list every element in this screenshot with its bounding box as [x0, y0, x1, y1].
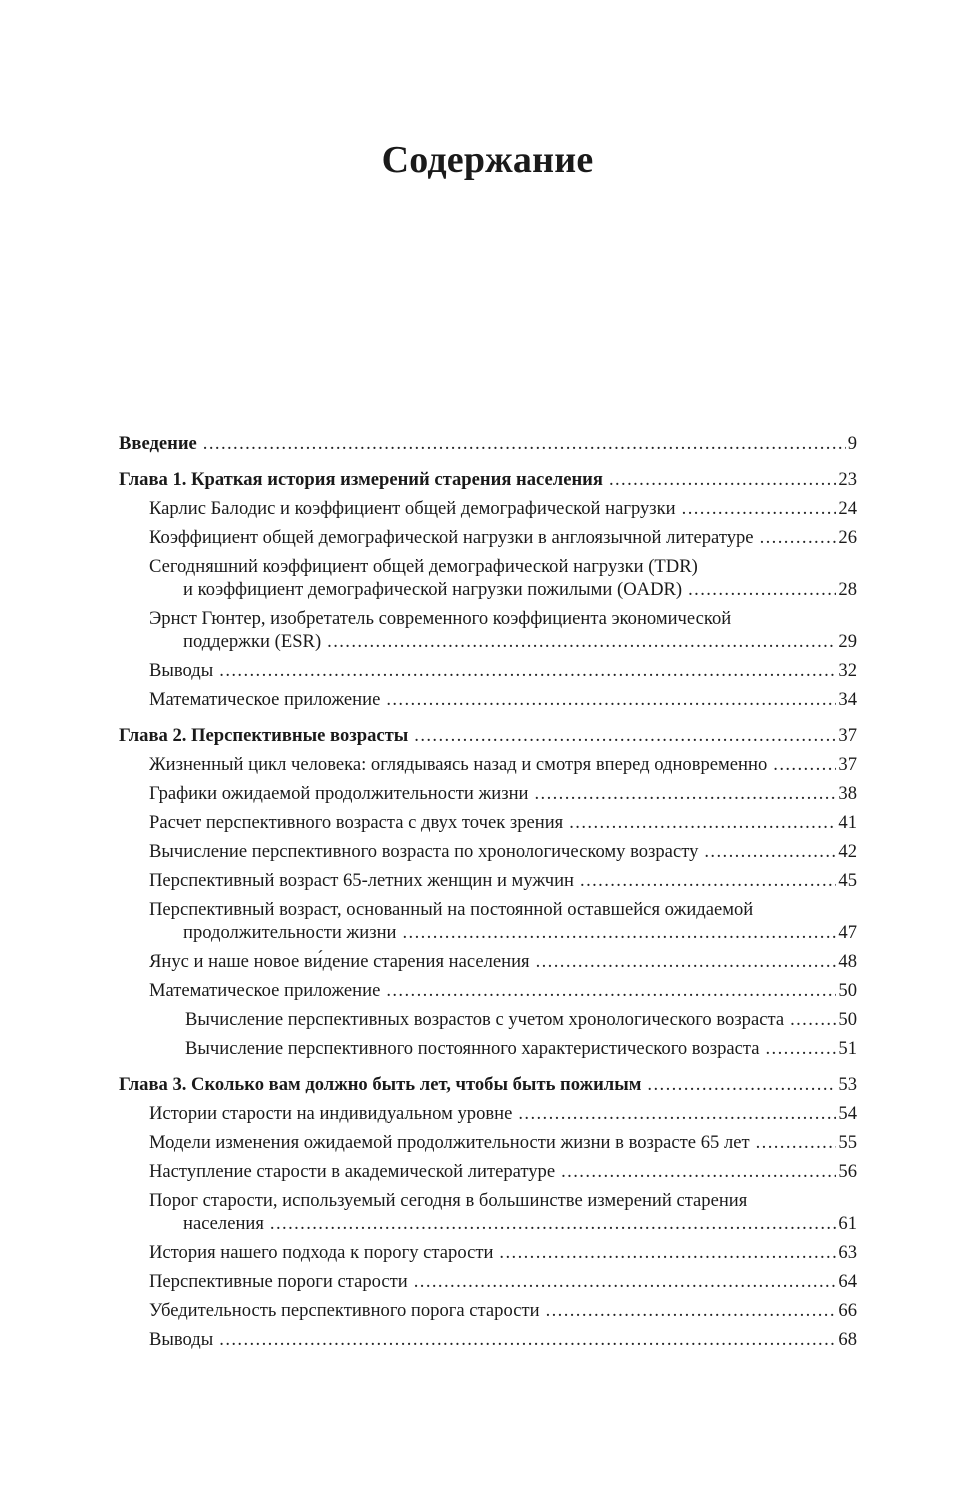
toc-entry-text: Введение — [119, 433, 197, 454]
toc-entry[interactable] — [119, 659, 857, 682]
toc-page-number: 34 — [838, 689, 857, 710]
toc-entry[interactable] — [119, 1299, 857, 1322]
toc-page-number: 66 — [838, 1300, 857, 1321]
toc-entry[interactable] — [119, 688, 857, 711]
dot-leader — [704, 840, 836, 863]
dot-leader — [682, 497, 837, 520]
toc-page-number: 28 — [838, 579, 857, 600]
dot-leader — [414, 1270, 837, 1293]
toc-entry[interactable] — [119, 1328, 857, 1351]
toc-page-number: 61 — [838, 1213, 857, 1234]
toc-page-number: 56 — [838, 1161, 857, 1182]
toc-entry-text: Перспективный возраст 65-летних женщин и мужчин — [149, 870, 575, 891]
dot-leader — [561, 1160, 836, 1183]
toc-entry[interactable] — [119, 1189, 857, 1235]
toc-page-number: 45 — [838, 870, 857, 891]
toc-entry[interactable] — [119, 950, 857, 973]
toc-entry[interactable] — [119, 555, 857, 601]
toc-page-number: 38 — [838, 783, 857, 804]
toc-entry-text-line1: Порог старости, используемый сегодня в большинстве измерений старения — [149, 1190, 748, 1211]
toc-entry[interactable] — [119, 1131, 857, 1154]
toc-entry-text: Жизненный цикл человека: оглядываясь назад и смотря вперед одновременно — [149, 754, 768, 775]
dot-leader — [536, 950, 837, 973]
toc-chapter-heading[interactable] — [119, 1073, 857, 1096]
toc-entry[interactable] — [119, 979, 857, 1002]
toc-page-number: 55 — [838, 1132, 857, 1153]
toc-entry-text: Математическое приложение — [149, 980, 381, 1001]
toc-entry-text: Графики ожидаемой продолжительности жизни — [149, 783, 529, 804]
toc-page-number: 41 — [838, 812, 857, 833]
toc-entry-text: Модели изменения ожидаемой продолжительности жизни в возрасте 65 лет — [149, 1132, 750, 1153]
dot-leader — [499, 1241, 836, 1264]
toc-page-number: 9 — [847, 433, 857, 454]
toc-entry-text: Вычисление перспективного возраста по хронологическому возрасту — [149, 841, 699, 862]
toc-page-number: 48 — [838, 951, 857, 972]
dot-leader — [647, 1073, 836, 1096]
toc-page-number: 50 — [838, 1009, 857, 1030]
toc-chapter-group — [119, 468, 857, 711]
toc-entry-text: Янус и наше новое ви́дение старения населения — [149, 951, 530, 972]
dot-leader — [386, 688, 836, 711]
toc-entry-text: Выводы — [149, 1329, 214, 1350]
toc-entry-text: населения — [183, 1213, 264, 1234]
dot-leader — [773, 753, 836, 776]
toc-chapter-heading[interactable] — [119, 724, 857, 747]
toc-chapter-group — [119, 432, 857, 455]
toc-entry-text: Вычисление перспективных возрастов с учетом хронологического возраста — [185, 1009, 785, 1030]
toc-entry-text-line1: Сегодняшний коэффициент общей демографической нагрузки (TDR) — [149, 556, 698, 577]
dot-leader — [327, 630, 836, 653]
toc-entry[interactable] — [119, 782, 857, 805]
toc-entry[interactable] — [119, 869, 857, 892]
toc-entry-text-line1: Эрнст Гюнтер, изобретатель современного коэффициента экономической — [149, 608, 732, 629]
toc-entry-text: Убедительность перспективного порога старости — [149, 1300, 540, 1321]
toc-entry-text: История нашего подхода к порогу старости — [149, 1242, 494, 1263]
toc-entry[interactable] — [119, 1160, 857, 1183]
toc-page-number: 54 — [838, 1103, 857, 1124]
dot-leader — [756, 1131, 837, 1154]
toc-entry[interactable] — [119, 1037, 857, 1060]
dot-leader — [580, 869, 836, 892]
toc-page-number: 29 — [838, 631, 857, 652]
toc-entry-text: Вычисление перспективного постоянного характеристического возраста — [185, 1038, 760, 1059]
dot-leader — [766, 1037, 837, 1060]
dot-leader — [546, 1299, 837, 1322]
toc-page-number: 42 — [838, 841, 857, 862]
toc-entry[interactable] — [119, 1008, 857, 1031]
table-of-contents — [119, 432, 857, 1364]
toc-entry[interactable] — [119, 526, 857, 549]
toc-chapter-group — [119, 724, 857, 1060]
dot-leader — [386, 979, 836, 1002]
toc-entry-text: Математическое приложение — [149, 689, 381, 710]
toc-entry-text: Карлис Балодис и коэффициент общей демографической нагрузки — [149, 498, 676, 519]
toc-entry[interactable] — [119, 607, 857, 653]
toc-entry-text: Истории старости на индивидуальном уровне — [149, 1103, 513, 1124]
dot-leader — [219, 659, 836, 682]
toc-entry-text: Расчет перспективного возраста с двух точек зрения — [149, 812, 564, 833]
dot-leader — [790, 1008, 836, 1031]
toc-page-number: 37 — [838, 754, 857, 775]
toc-page-number: 47 — [838, 922, 857, 943]
toc-page-number: 24 — [838, 498, 857, 519]
dot-leader — [518, 1102, 836, 1125]
toc-page-number: 50 — [838, 980, 857, 1001]
toc-entry[interactable] — [119, 1241, 857, 1264]
dot-leader — [688, 578, 836, 601]
dot-leader — [414, 724, 836, 747]
toc-entry-text: Выводы — [149, 660, 214, 681]
page-title: Содержание — [381, 139, 594, 181]
toc-entry-text: и коэффициент демографической нагрузки пожилыми (OADR) — [183, 579, 683, 600]
toc-page-number: 51 — [838, 1038, 857, 1059]
toc-page-number: 53 — [838, 1074, 857, 1095]
toc-entry-text-line1: Перспективный возраст, основанный на постоянной оставшейся ожидаемой — [149, 899, 754, 920]
dot-leader — [609, 468, 836, 491]
dot-leader — [760, 526, 837, 549]
toc-entry-text: продолжительности жизни — [183, 922, 397, 943]
toc-entry-text: Глава 1. Краткая история измерений старения населения — [119, 469, 603, 490]
toc-entry[interactable] — [119, 1270, 857, 1293]
toc-page-number: 68 — [838, 1329, 857, 1350]
dot-leader — [270, 1212, 836, 1235]
toc-page-number: 23 — [838, 469, 857, 490]
toc-chapter-group — [119, 1073, 857, 1351]
toc-entry-text: Наступление старости в академической литературе — [149, 1161, 556, 1182]
dot-leader — [569, 811, 836, 834]
toc-entry[interactable] — [119, 497, 857, 520]
toc-entry-text: Перспективные пороги старости — [149, 1271, 408, 1292]
toc-entry-text: Коэффициент общей демографической нагрузки в англоязычной литературе — [149, 527, 754, 548]
dot-leader — [203, 432, 846, 455]
toc-entry[interactable] — [119, 1102, 857, 1125]
toc-chapter-heading[interactable] — [119, 468, 857, 491]
toc-chapter-heading[interactable] — [119, 432, 857, 455]
toc-entry-text: поддержки (ESR) — [183, 631, 322, 652]
toc-entry[interactable] — [119, 753, 857, 776]
toc-page-number: 63 — [838, 1242, 857, 1263]
toc-page-number: 64 — [838, 1271, 857, 1292]
toc-page-number: 37 — [838, 725, 857, 746]
dot-leader — [219, 1328, 836, 1351]
toc-page-number: 32 — [838, 660, 857, 681]
toc-entry[interactable] — [119, 898, 857, 944]
toc-page-number: 26 — [838, 527, 857, 548]
toc-entry-text: Глава 3. Сколько вам должно быть лет, чтобы быть пожилым — [119, 1074, 642, 1095]
dot-leader — [534, 782, 836, 805]
toc-entry-text: Глава 2. Перспективные возрасты — [119, 725, 409, 746]
toc-entry[interactable] — [119, 811, 857, 834]
dot-leader — [402, 921, 836, 944]
toc-entry[interactable] — [119, 840, 857, 863]
